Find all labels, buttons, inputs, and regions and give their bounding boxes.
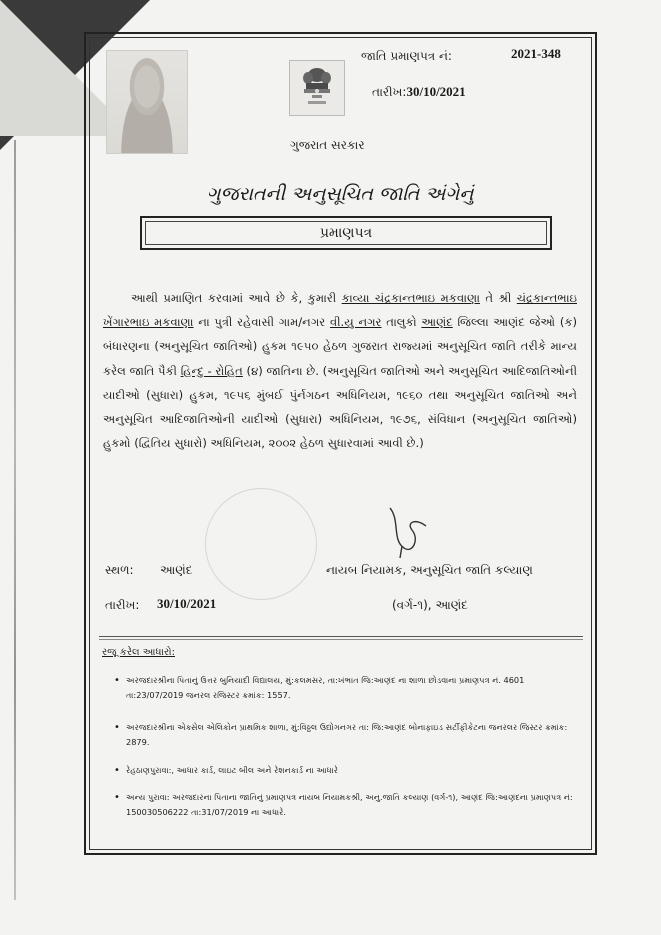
body-text-3: ના પુત્રી રહેવાસી ગામ/નગર: [198, 315, 326, 330]
body-text-4: તાલુકો: [386, 315, 417, 330]
supporting-document-item: • અરજદારશ્રીના પિતાનું ઉત્તર બુનિયાદી વિદ્યાલય, મું:કલમસર, તા:ખંભાત જિ:આણંદ ના શાળા છોડવાના પ્રમાણપત્ર નં. 4601 તા:23/07/2019 જનરલ રજિસ્ટર ક્રમાંક: 1557.: [126, 673, 578, 703]
issue-date-label: તારીખ:: [372, 85, 407, 99]
divider-line-2: [99, 639, 583, 640]
body-lead: આથી પ્રમાણિત કરવામાં આવે છે કે, કુમારી: [131, 291, 337, 305]
certificate-number-label: જાતિ પ્રમાણપત્ર નં:: [361, 49, 452, 63]
signature: [382, 500, 432, 560]
signatory-designation: નાયબ નિયામક, અનુસૂચિત જાતિ કલ્યાણ: [326, 563, 533, 577]
state-emblem-icon: [289, 60, 345, 116]
supporting-documents: [102, 647, 582, 817]
body-text-6: (૪) જાતિના છે. (અનુસૂચિત જાતિઓ અને અનુસૂચિત આદિજાતિઓની યાદીઓ (સુધારા) હુકમ, ૧૯૫૬ મુંબઈ પુંર્નગઠન અધિનિયમ, ૧૯૬૦ તથા અનુસૂચિત જાતિઓ અને અનુસૂચિત આદિજાતિઓની યાદીઓ (સુધારા) અધિનિયમ, ૧૯૭૬, સંવિધાન (અનુસૂચિત જાતિઓ) હુકમો (દ્વિતિય સુધારો) અધિનિયમ, ૨૦૦૨ હેઠળ સુધારવામાં આવી છે.): [103, 363, 578, 451]
issue-date-row: [372, 84, 466, 100]
place-label: સ્થળ:: [105, 563, 134, 577]
divider-line: [99, 636, 583, 637]
certificate-title: પ્રમાણપત્ર: [145, 221, 547, 245]
faded-stamp: [205, 488, 317, 600]
applicant-photo: [106, 50, 188, 154]
supporting-documents-title: રજૂ કરેલ આધારો:: [102, 647, 175, 658]
signed-date: 30/10/2021: [157, 596, 217, 611]
village-name: વી.યુ નગર: [330, 315, 382, 330]
certificate-heading: ગુજરાતની અનુસૂચિત જાતિ અંગેનું: [206, 183, 474, 205]
body-text-2: તે શ્રી: [485, 291, 512, 305]
applicant-name: કાવ્યા ચંદ્રકાન્તભાઇ મકવાણા: [341, 291, 480, 305]
certificate-number: 2021-348: [511, 46, 561, 61]
scan-streak: [14, 140, 16, 900]
signed-date-label: તારીખ:: [105, 598, 140, 612]
place-value: આણંદ: [160, 563, 193, 577]
issue-date: 30/10/2021: [406, 84, 466, 99]
body-text-5: જિલ્લા આણંદ જેઓ (ક) બંધારણના (અનુસૂચિત જાતિઓ) હુકમ ૧૯૫૦ હેઠળ ગુજરાત રાજ્યમાં અનુસૂચિત જાતિ તરીકે માન્ય કરેલ જાતિ પૈકી: [103, 315, 578, 378]
supporting-document-item: • રેહઠાણપુરાવા:, આધાર કાર્ડ, લાઇટ બીલ અને રેશનકાર્ડ ના આધારે: [126, 763, 578, 778]
supporting-document-item: • અન્ય પુરાવા: અરજદારના પિતાના જાતિનું પ્રમાણપત્ર નાયબ નિયામકશ્રી, અનુ.જાતિ કલ્યાણ (વર્ગ-૧), આણંદ જિ:આણંદના પ્રમાણપત્ર નં: 150030506222 તા:31/07/2019 ના આધારે.: [126, 790, 578, 820]
certificate-body: [103, 286, 577, 455]
caste-name: હિન્દુ - રોહિત: [180, 363, 243, 378]
taluka-name: આણંદ: [421, 315, 453, 330]
supporting-document-item: • અરજદારશ્રીના એક્સેલ એલિકોન પ્રાથમિક શાળા, મું:વિઠ્ઠલ ઉદ્યોગનગર તા: જિ:આણંદ બોનાફાઇડ સર્ટીફીકેટના જનરલર જિસ્ટર ક્રમાંક: 2879.: [126, 720, 578, 750]
father-name: ચંદ્રકાન્તભાઇ ખેંગારભાઇ મકવાણા: [103, 291, 577, 330]
government-name: ગુજરાત સરકાર: [290, 138, 365, 152]
signatory-office: (વર્ગ-૧), આણંદ: [392, 598, 468, 612]
